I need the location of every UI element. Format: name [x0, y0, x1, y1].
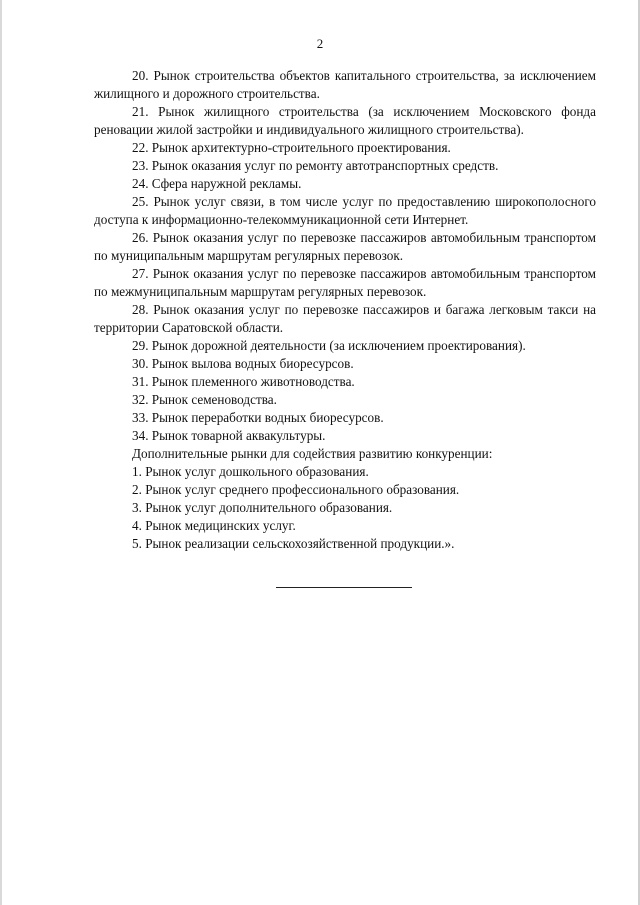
paragraph-market-24: 24. Сфера наружной рекламы.: [132, 176, 302, 191]
end-of-document-line: [276, 587, 412, 588]
paragraph-market-28: 28. Рынок оказания услуг по перевозке пассажиров и багажа легковым такси на территории Саратовской области.: [94, 302, 596, 335]
paragraph-market-21: 21. Рынок жилищного строительства (за исключением Московского фонда реновации жилой застройки и индивидуального жилищного строительства).: [94, 104, 596, 137]
document-body: [94, 67, 596, 553]
paragraph-market-33: 33. Рынок переработки водных биоресурсов.: [132, 410, 384, 425]
paragraph-additional-market-2: 2. Рынок услуг среднего профессионального образования.: [132, 482, 460, 497]
paragraph-market-27: 27. Рынок оказания услуг по перевозке пассажиров автомобильным транспортом по межмуниципальным маршрутам регулярных перевозок.: [94, 266, 596, 299]
paragraph-market-34: 34. Рынок товарной аквакультуры.: [132, 428, 326, 443]
paragraph-market-23: 23. Рынок оказания услуг по ремонту автотранспортных средств.: [132, 158, 499, 173]
paragraph-market-20: 20. Рынок строительства объектов капитального строительства, за исключением жилищного и дорожного строительства.: [94, 68, 596, 101]
paragraph-market-31: 31. Рынок племенного животноводства.: [132, 374, 355, 389]
paragraph-additional-market-1: 1. Рынок услуг дошкольного образования.: [132, 464, 369, 479]
paragraph-market-29: 29. Рынок дорожной деятельности (за исключением проектирования).: [132, 338, 526, 353]
paragraph-market-26: 26. Рынок оказания услуг по перевозке пассажиров автомобильным транспортом по муниципальным маршрутам регулярных перевозок.: [94, 230, 596, 263]
paragraph-market-25: 25. Рынок услуг связи, в том числе услуг по предоставлению широкополосного доступа к информационно-телекоммуникационной сети Интернет.: [94, 194, 596, 227]
paragraph-additional-market-3: 3. Рынок услуг дополнительного образования.: [132, 500, 393, 515]
paragraph-market-32: 32. Рынок семеноводства.: [132, 392, 277, 407]
paragraph-additional-market-4: 4. Рынок медицинских услуг.: [132, 518, 296, 533]
paragraph-market-22: 22. Рынок архитектурно-строительного проектирования.: [132, 140, 451, 155]
paragraph-additional-markets-heading: Дополнительные рынки для содействия развитию конкуренции:: [132, 446, 493, 461]
paragraph-additional-market-5: 5. Рынок реализации сельскохозяйственной продукции.».: [132, 536, 455, 551]
paragraph-market-30: 30. Рынок вылова водных биоресурсов.: [132, 356, 354, 371]
page-number: 2: [316, 36, 324, 51]
